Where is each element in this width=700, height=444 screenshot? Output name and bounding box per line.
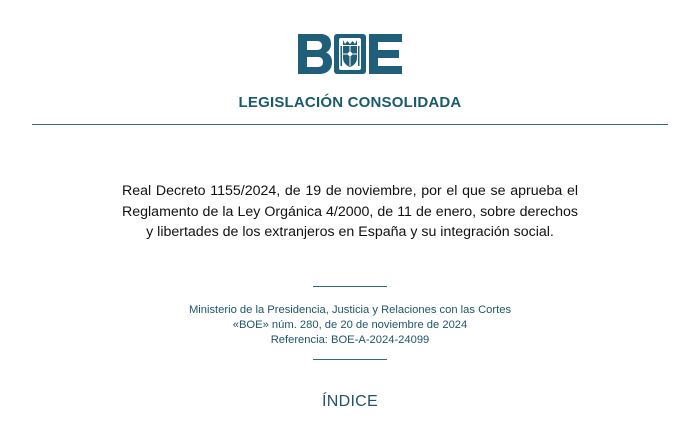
index-heading: ÍNDICE: [321, 393, 379, 410]
document-title: Real Decreto 1155/2024, de 19 de noviembre, por el que se aprueba el Reglamento de la Ley Orgánica 4/2000, de 11 de enero, sobre derechos y libertades de los extranjeros en España y su integración social.: [122, 183, 578, 240]
reference-line: Referencia: BOE-A-2024-24099: [270, 334, 430, 346]
header-divider: [32, 124, 668, 125]
section-title: LEGISLACIÓN CONSOLIDADA: [238, 94, 462, 111]
gazette-line: «BOE» núm. 280, de 20 de noviembre de 2024: [232, 319, 468, 331]
boe-logo-icon: [298, 34, 402, 74]
short-divider-top: [313, 286, 387, 287]
boe-logo: [298, 34, 402, 74]
ministry-line: Ministerio de la Presidencia, Justicia y Relaciones con las Cortes: [188, 304, 512, 316]
short-divider-bottom: [313, 359, 387, 360]
document-metadata: [0, 303, 700, 348]
